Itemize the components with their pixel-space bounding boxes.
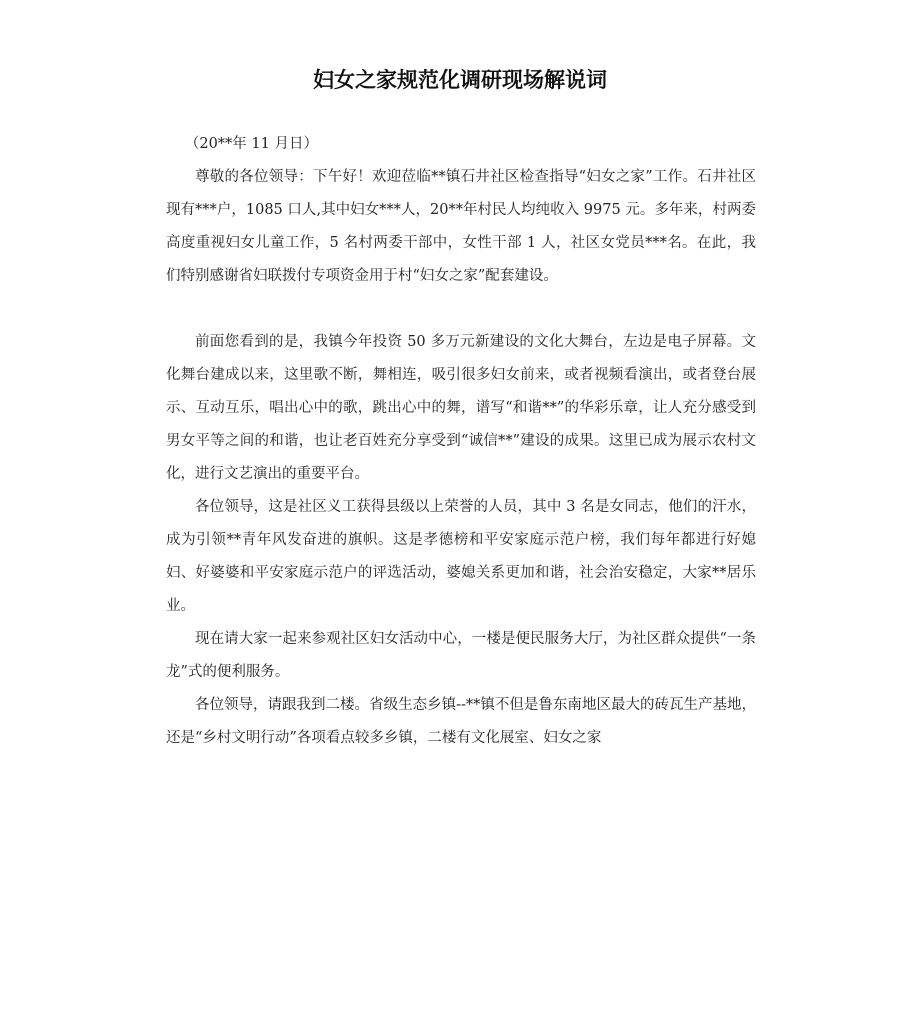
document-title: 妇女之家规范化调研现场解说词 (313, 68, 607, 92)
document-body (166, 128, 756, 755)
date-line: （20**年 11 月日） (184, 136, 318, 152)
paragraph-volunteers: 各位领导，这是社区义工获得县级以上荣誉的人员，其中 3 名是女同志，他们的汗水，成为引领**青年风发奋进的旗帜。这是孝德榜和平安家庭示范户榜，我们每年都进行好媳妇、好婆婆和平安家庭示范户的评选活动，婆媳关系更加和谐，社会治安稳定，大家**居乐业。 (166, 499, 756, 614)
paragraph-culture-stage: 前面您看到的是，我镇今年投资 50 多万元新建设的文化大舞台，左边是电子屏幕。文化舞台建成以来，这里歌不断，舞相连，吸引很多妇女前来，或者视频看演出，或者登台展示、互动互乐，唱出心中的歌，跳出心中的舞，谱写“和谐**”的华彩乐章，让人充分感受到男女平等之间的和谐，也让老百姓充分享受到“诚信**”建设的成果。这里已成为展示农村文化，进行文艺演出的重要平台。 (166, 334, 756, 482)
paragraph-second-floor: 各位领导，请跟我到二楼。省级生态乡镇--**镇不但是鲁东南地区最大的砖瓦生产基地，还是“乡村文明行动”各项看点较多乡镇，二楼有文化展室、妇女之家 (166, 697, 756, 746)
blank-line (166, 293, 756, 326)
paragraph-activity-center: 现在请大家一起来参观社区妇女活动中心，一楼是便民服务大厅，为社区群众提供“一条龙”式的便利服务。 (166, 631, 756, 680)
paragraph-welcome: 尊敬的各位领导：下午好！欢迎莅临**镇石井社区检查指导“妇女之家”工作。石井社区现有***户，1085 口人,其中妇女***人，20**年村民人均纯收入 9975 元。多年来，村两委高度重视妇女儿童工作，5 名村两委干部中，女性干部 1 人，社区女党员***名。在此，我们特别感谢省妇联拨付专项资金用于村“妇女之家”配套建设。 (166, 169, 756, 284)
